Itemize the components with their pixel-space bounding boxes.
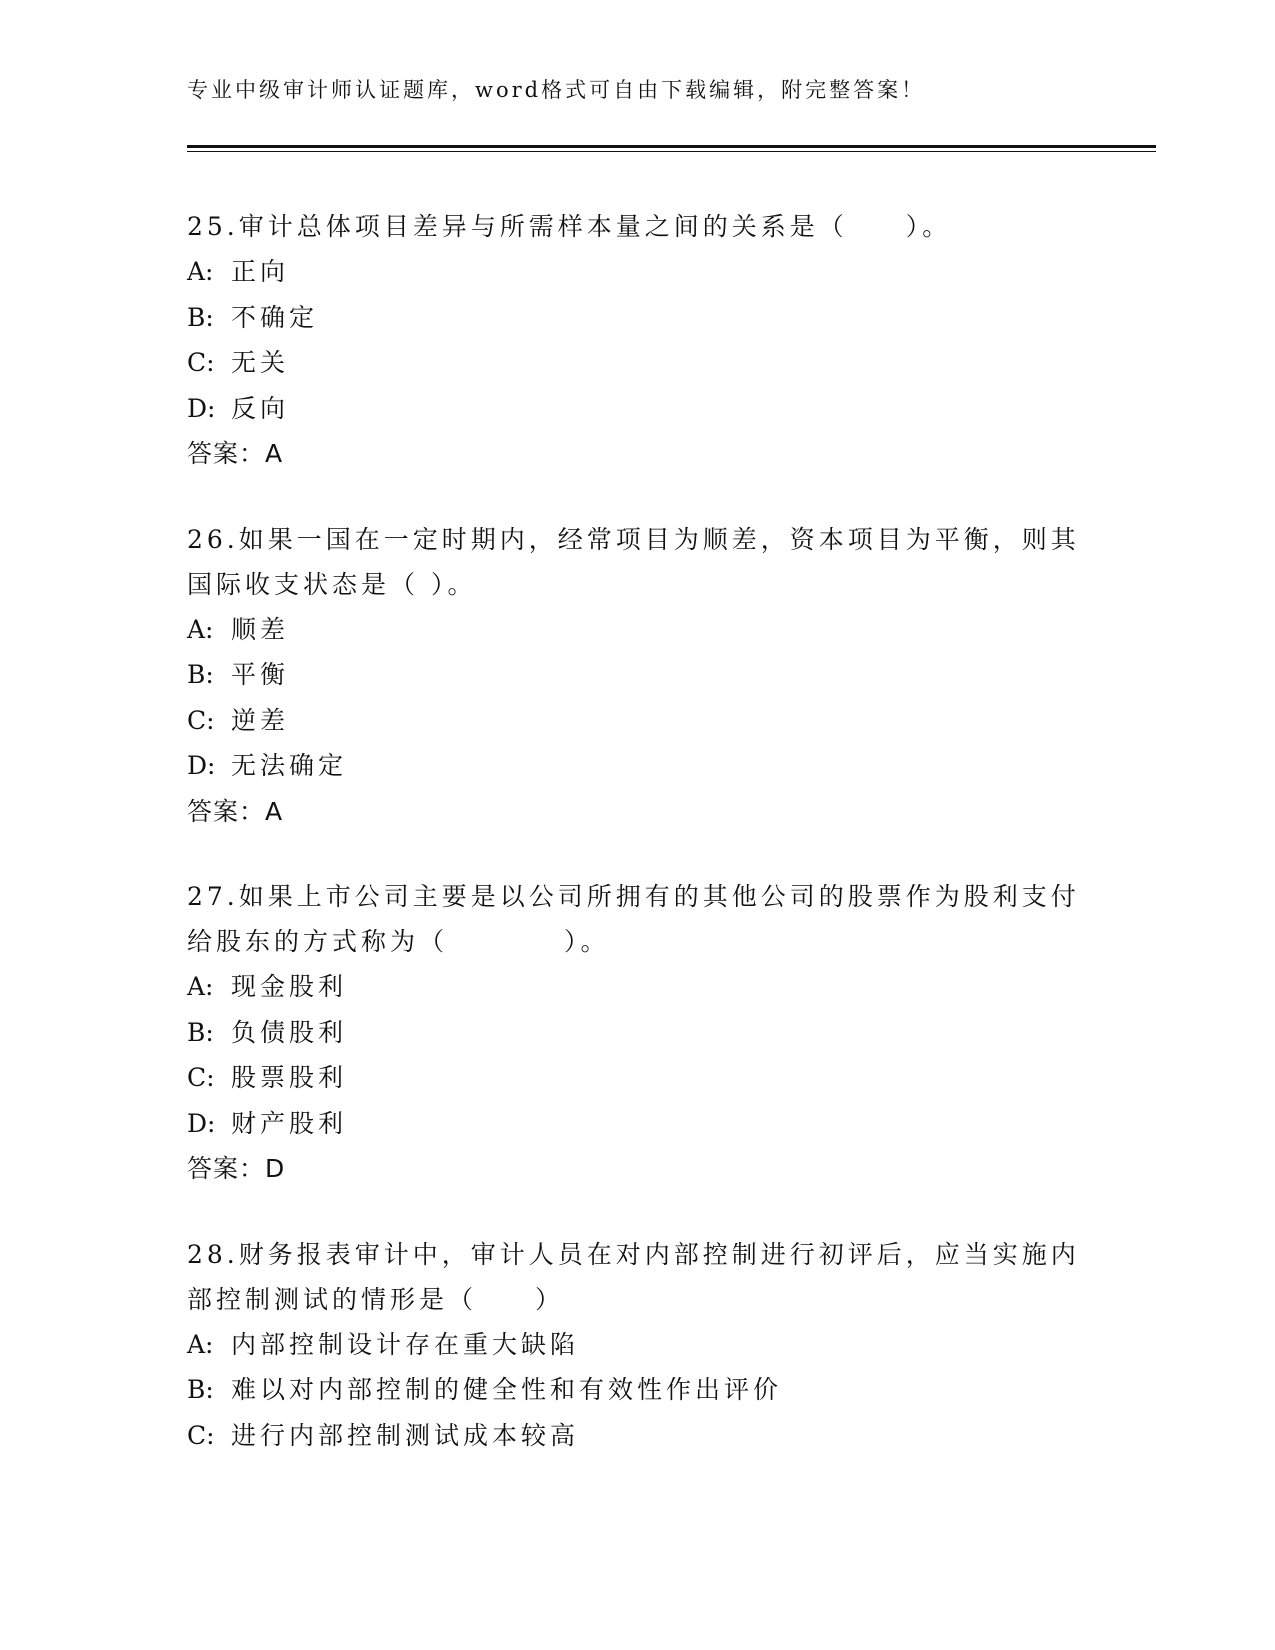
option-text: 顺差 xyxy=(231,614,290,644)
option-text: 无关 xyxy=(231,348,290,377)
option-c xyxy=(187,340,1087,386)
option-text: 股票股利 xyxy=(231,1063,348,1092)
option-key: C: xyxy=(187,348,215,377)
option-text: 反向 xyxy=(231,393,290,423)
option-key: C: xyxy=(187,705,215,735)
option-text: 进行内部控制测试成本较高 xyxy=(231,1420,580,1450)
question-stem: 28.财务报表审计中，审计人员在对内部控制进行初评后，应当实施内部控制测试的情形是（ ） xyxy=(187,1239,1080,1314)
option-key: B: xyxy=(187,302,214,332)
question-list xyxy=(187,204,1087,1498)
option-a xyxy=(187,607,1087,653)
question-stem: 26.如果一国在一定时期内，经常项目为顺差，资本项目为平衡，则其国际收支状态是（ ）。 xyxy=(187,524,1080,599)
option-text: 难以对内部控制的健全性和有效性作出评价 xyxy=(231,1375,783,1404)
option-key: D: xyxy=(187,393,216,423)
option-key: B: xyxy=(187,1017,214,1047)
answer-line: 答案：D xyxy=(187,1154,286,1183)
option-c xyxy=(187,698,1087,744)
option-b xyxy=(187,652,1087,698)
option-key: A: xyxy=(187,257,214,286)
option-b xyxy=(187,295,1087,341)
option-text: 不确定 xyxy=(231,302,319,332)
option-text: 无法确定 xyxy=(231,751,348,780)
option-a xyxy=(187,249,1087,295)
option-text: 平衡 xyxy=(231,660,290,689)
option-key: D: xyxy=(187,1108,216,1138)
option-d xyxy=(187,386,1087,432)
option-text: 现金股利 xyxy=(231,972,348,1001)
option-text: 逆差 xyxy=(231,705,290,735)
option-key: B: xyxy=(187,1375,214,1404)
option-text: 财产股利 xyxy=(231,1108,348,1138)
option-text: 负债股利 xyxy=(231,1017,348,1047)
header-rule-thick xyxy=(187,145,1156,148)
option-b xyxy=(187,1367,1087,1413)
question-stem: 25.审计总体项目差异与所需样本量之间的关系是（ ）。 xyxy=(187,212,952,241)
option-c xyxy=(187,1413,1087,1459)
option-text: 正向 xyxy=(231,257,290,286)
option-b xyxy=(187,1010,1087,1056)
header-rule-thin xyxy=(187,151,1156,152)
option-c xyxy=(187,1055,1087,1101)
page-header: 专业中级审计师认证题库，word格式可自由下载编辑，附完整答案！ xyxy=(187,78,926,102)
option-key: C: xyxy=(187,1420,215,1450)
option-key: A: xyxy=(187,614,214,644)
option-a xyxy=(187,1322,1087,1368)
option-key: D: xyxy=(187,751,216,780)
question-stem: 27.如果上市公司主要是以公司所拥有的其他公司的股票作为股利支付给股东的方式称为（ ）。 xyxy=(187,882,1080,956)
option-key: A: xyxy=(187,972,214,1001)
question-28 xyxy=(187,1232,1087,1459)
option-d xyxy=(187,743,1087,789)
option-text: 内部控制设计存在重大缺陷 xyxy=(231,1329,580,1359)
answer-line: 答案：A xyxy=(187,439,284,468)
option-key: B: xyxy=(187,660,214,689)
option-key: C: xyxy=(187,1063,215,1092)
option-key: A: xyxy=(187,1329,214,1359)
question-25 xyxy=(187,204,1087,477)
question-26 xyxy=(187,517,1087,835)
question-27 xyxy=(187,874,1087,1192)
answer-line: 答案：A xyxy=(187,796,284,826)
option-d xyxy=(187,1101,1087,1147)
option-a xyxy=(187,964,1087,1010)
